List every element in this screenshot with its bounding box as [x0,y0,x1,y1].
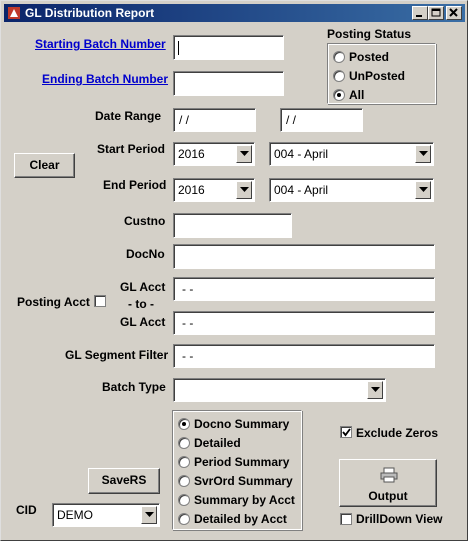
radio-label: Period Summary [194,455,290,469]
radio-label: All [349,88,365,102]
radio-button[interactable] [178,475,190,487]
radio-button[interactable] [178,456,190,468]
radio-button[interactable] [178,494,190,506]
cid-select[interactable] [52,503,160,527]
to-label: - to - [128,297,154,311]
end-year-select[interactable] [173,178,255,202]
minimize-button[interactable] [412,6,428,20]
radio-button[interactable] [178,418,190,430]
radio-button[interactable] [333,70,345,82]
ending-batch-number-input[interactable] [173,71,284,96]
posting-acct-checkbox[interactable] [94,295,106,307]
custno-input[interactable] [173,213,292,238]
chevron-down-icon [419,187,428,193]
starting-batch-number-input[interactable] [173,35,284,60]
dropdown-button[interactable] [367,381,383,399]
exclude-zeros-label: Exclude Zeros [356,426,439,440]
gl-acct-from-label: GL Acct [120,280,166,294]
docno-label: DocNo [126,247,165,261]
exclude-zeros-checkbox[interactable] [340,426,352,438]
radio-label: Docno Summary [194,417,290,431]
text-cursor [178,41,179,55]
output-label: Output [368,489,408,503]
clear-button[interactable]: Clear [14,153,75,178]
drilldown-view-checkbox[interactable] [340,513,352,525]
date-range-label: Date Range [95,109,162,123]
report-type-group [172,410,302,530]
radio-button[interactable] [333,89,345,101]
dropdown-button[interactable] [236,145,252,163]
maximize-button[interactable] [428,6,444,20]
posting-status-label: Posting Status [327,27,412,41]
ending-batch-number-link[interactable]: Ending Batch Number [42,72,169,86]
dropdown-button[interactable] [236,181,252,199]
dropdown-button[interactable] [415,145,431,163]
radio-label: Detailed [194,436,241,450]
maximize-icon [429,7,443,19]
printer-icon [380,467,398,483]
chevron-down-icon [240,151,249,157]
select-value: 004 - April [274,183,329,197]
radio-label: SvrOrd Summary [194,474,293,488]
radio-label: Detailed by Acct [194,512,287,526]
posting-status-group [327,43,436,104]
gl-acct-to-input[interactable]: - - [173,311,435,335]
savers-button[interactable]: SaveRS [88,468,160,494]
window-title: GL Distribution Report [25,6,155,20]
close-icon [447,7,461,19]
cid-label: CID [16,503,37,517]
docno-input[interactable] [173,244,435,269]
gl-segment-filter-label: GL Segment Filter [65,348,169,362]
select-value: DEMO [57,508,93,522]
select-value: 2016 [178,183,205,197]
selected-dot [182,422,186,426]
radio-button[interactable] [178,437,190,449]
app-icon [7,6,21,20]
chevron-down-icon [145,512,154,518]
start-year-select[interactable] [173,142,255,166]
drilldown-view-label: DrillDown View [356,512,443,526]
radio-label: Posted [349,50,390,64]
radio-label: UnPosted [349,69,406,83]
checkmark-icon [342,428,351,437]
title-bar [4,4,465,22]
end-month-select[interactable] [269,178,434,202]
date-to-input[interactable]: / / [280,108,363,132]
posting-acct-label: Posting Acct [17,295,90,309]
close-button[interactable] [446,6,462,20]
select-value: 004 - April [274,147,329,161]
chevron-down-icon [371,387,380,393]
batch-type-label: Batch Type [102,380,166,394]
select-value: 2016 [178,147,205,161]
starting-batch-number-link[interactable]: Starting Batch Number [35,37,166,51]
end-period-label: End Period [103,178,167,192]
radio-button[interactable] [333,51,345,63]
chevron-down-icon [419,151,428,157]
start-period-label: Start Period [97,142,166,156]
dropdown-button[interactable] [415,181,431,199]
selected-dot [337,93,341,97]
gl-acct-from-input[interactable]: - - [173,277,435,301]
start-month-select[interactable] [269,142,434,166]
batch-type-select[interactable] [173,378,386,402]
minimize-icon [413,7,427,19]
gl-segment-filter-input[interactable]: - - [173,344,435,368]
dropdown-button[interactable] [141,506,157,524]
radio-button[interactable] [178,513,190,525]
custno-label: Custno [124,214,166,228]
output-button[interactable] [339,459,437,507]
date-from-input[interactable]: / / [173,108,256,132]
chevron-down-icon [240,187,249,193]
radio-label: Summary by Acct [194,493,295,507]
gl-acct-to-label: GL Acct [120,315,166,329]
